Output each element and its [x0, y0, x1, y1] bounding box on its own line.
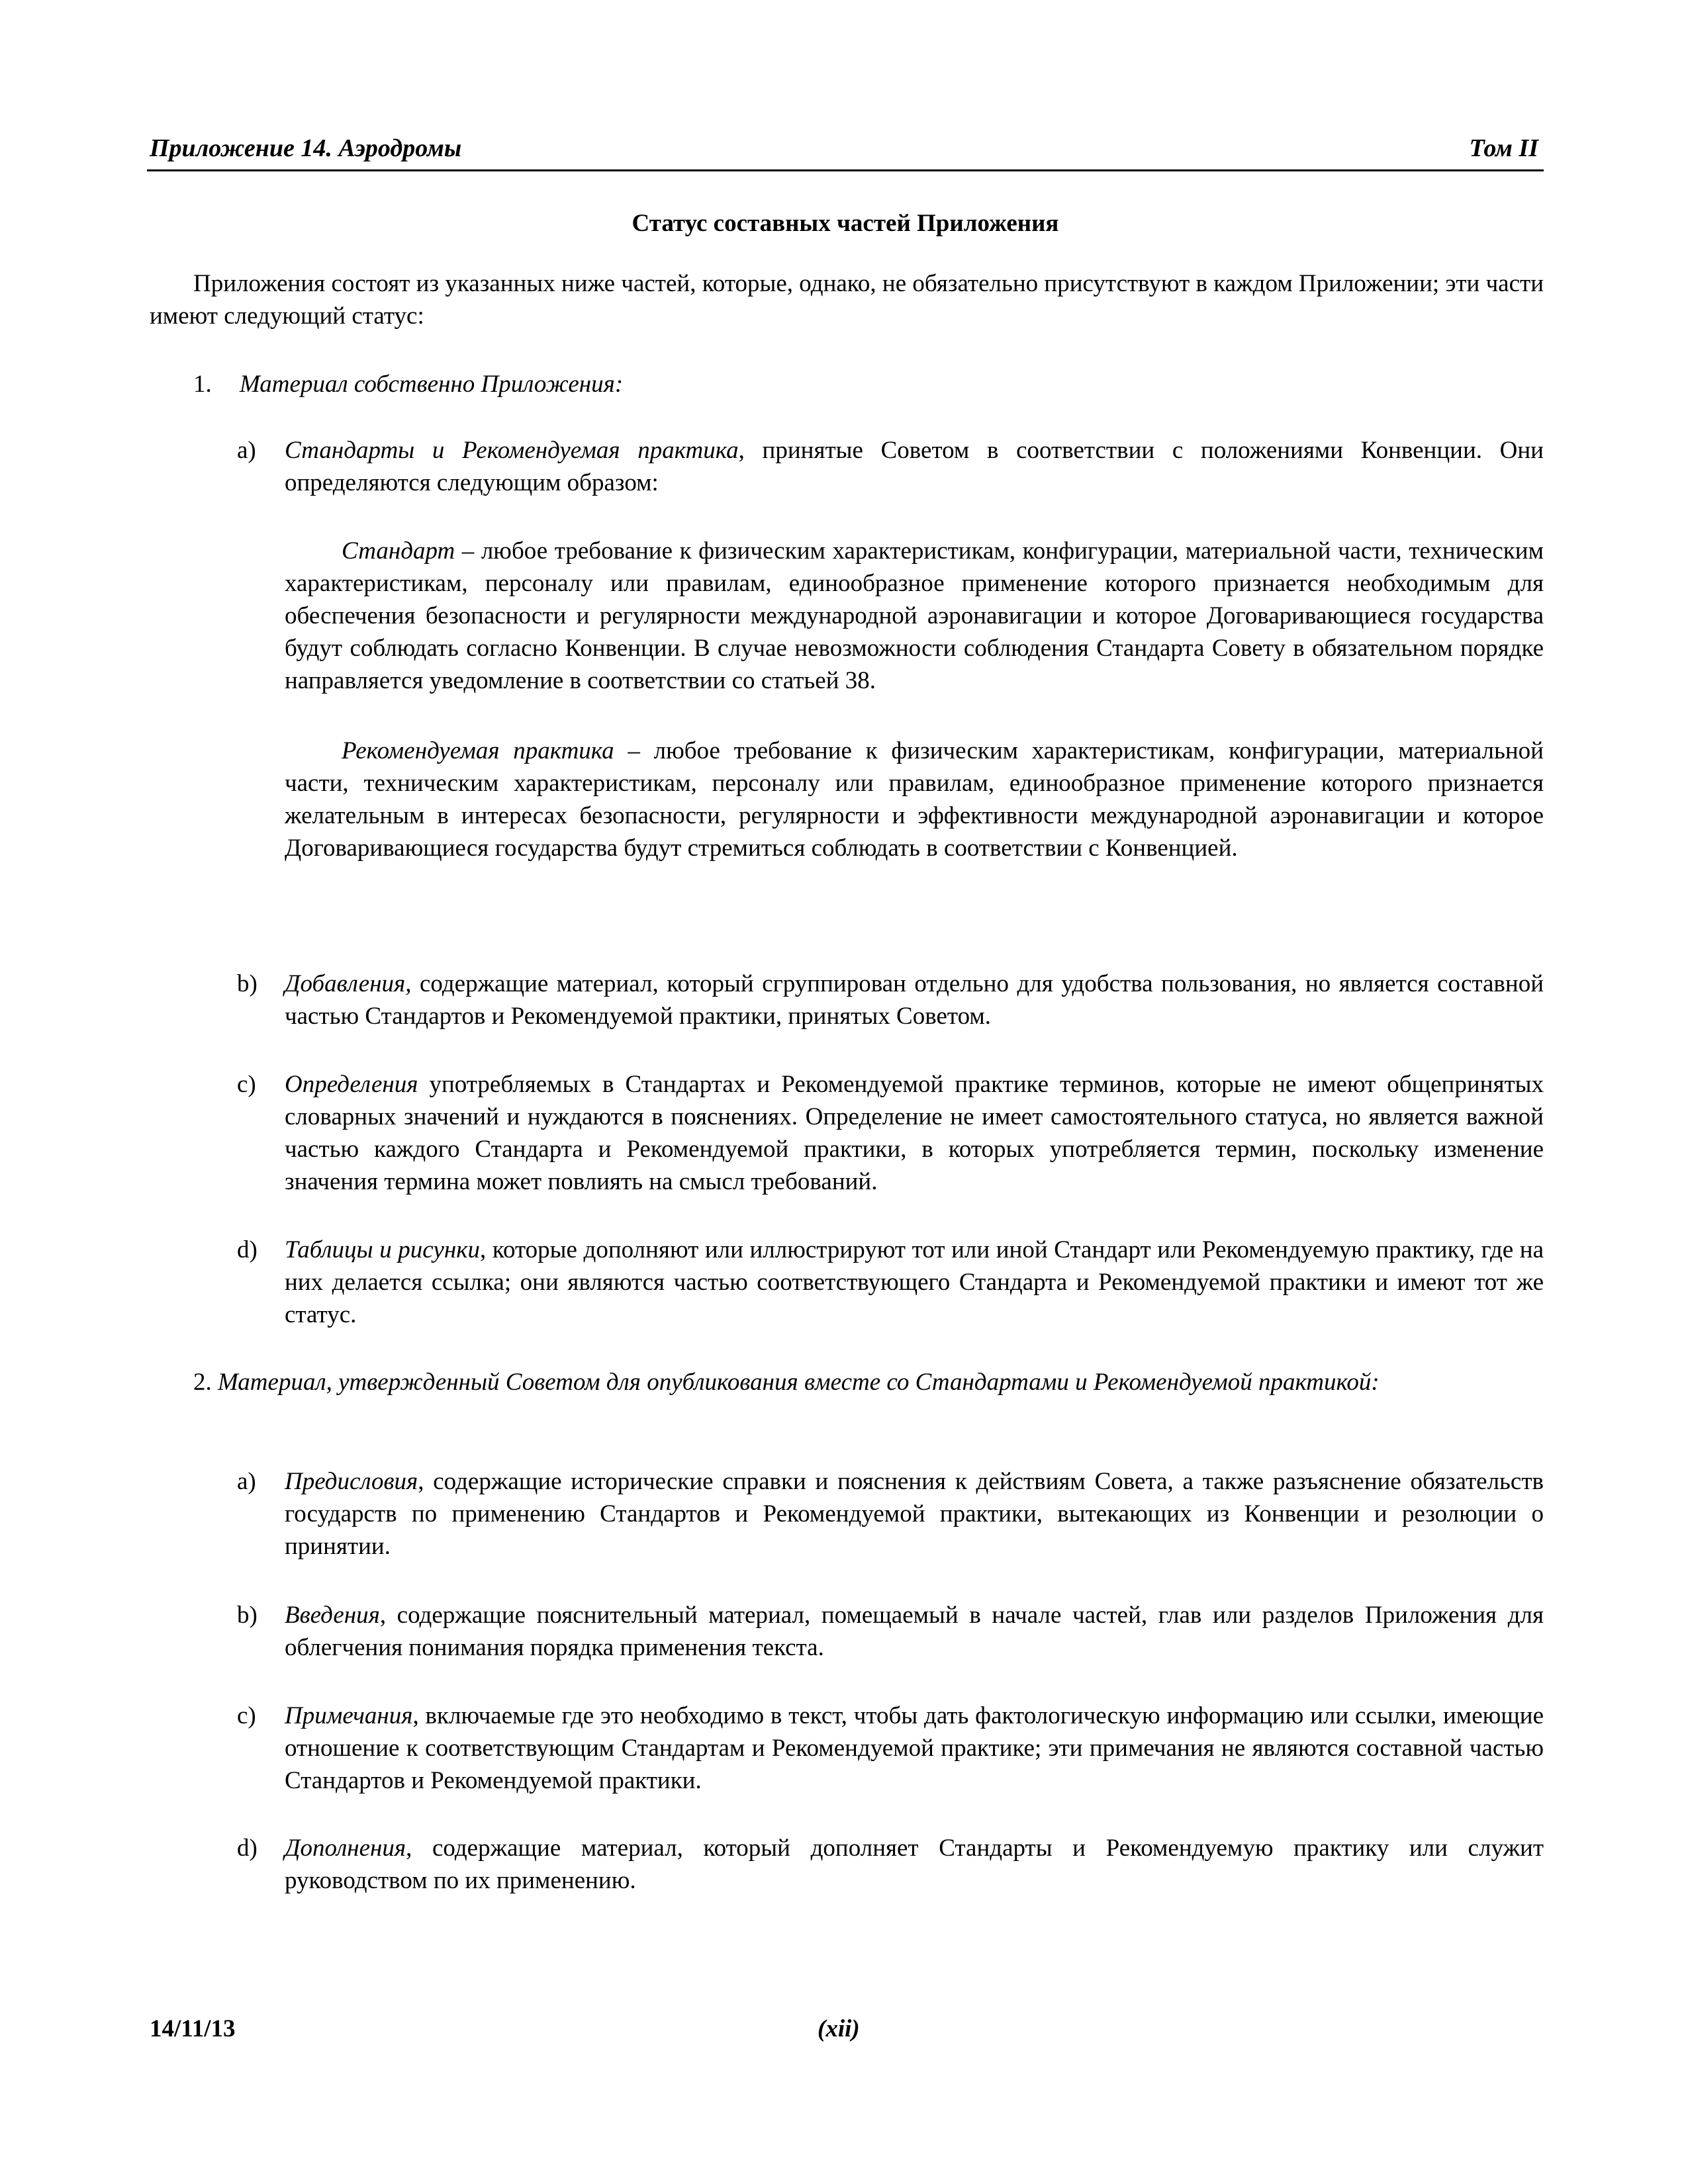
section-2-number: 2.	[193, 1369, 212, 1396]
item-2b-marker: b)	[237, 1602, 258, 1629]
intro-paragraph: Приложения состоят из указанных ниже частей, которые, однако, не обязательно присутствуют в каждом Приложении; эти части имеют следующий статус:	[150, 270, 1544, 330]
item-2c-text: Примечания, включаемые где это необходимо в текст, чтобы дать фактологическую информацию или ссылки, имеющие отношение к соответствующим Стандартам и Рекомендуемой практике; эти примечания не являются составной частью Стандартов и Рекомендуемой практики.	[285, 1702, 1544, 1794]
definition-recommended-practice-term: Рекомендуемая практика	[342, 737, 614, 764]
header-rule	[147, 169, 1544, 171]
item-1a-text: Стандарты и Рекомендуемая практика, принятые Советом в соответствии с положениями Конвенции. Они определяются следующим образом:	[285, 437, 1544, 496]
item-1b-marker: b)	[237, 970, 258, 997]
definition-standard-term: Стандарт	[342, 537, 455, 565]
item-2a-term: Предисловия	[285, 1468, 418, 1495]
item-2a-marker: a)	[237, 1468, 256, 1495]
running-header-title: Приложение 14. Аэродромы	[150, 134, 462, 162]
page-title: Статус составных частей Приложения	[632, 210, 1059, 237]
section-1-heading: Материал собственно Приложения:	[240, 371, 624, 398]
item-2d-text: Дополнения, содержащие материал, который дополняет Стандарты и Рекомендуемую практику или служит руководством по их применению.	[285, 1835, 1544, 1894]
section-2-heading: 2. Материал, утвержденный Советом для опубликования вместе со Стандартами и Рекомендуемой практикой:	[193, 1369, 1380, 1396]
item-2d-term: Дополнения	[285, 1835, 406, 1862]
running-header-volume: Том II	[1469, 134, 1538, 162]
item-2c-term: Примечания	[285, 1702, 413, 1729]
definition-standard: Стандарт – любое требование к физическим характеристикам, конфигурации, материальной части, техническим характеристикам, персоналу или правилам, единообразное применение которого признается необходимым для обеспечения безопасности и регулярности международной аэронавигации и которое Договаривающиеся государства будут соблюдать согласно Конвенции. В случае невозможности соблюдения Стандарта Совету в обязательном порядке направляется уведомление в соответствии со статьей 38.	[285, 537, 1544, 694]
definition-recommended-practice: Рекомендуемая практика – любое требование к физическим характеристикам, конфигурации, материальной части, техническим характеристикам, персоналу или правилам, единообразное применение которого признается желательным в интересах безопасности, регулярности и эффективности международной аэронавигации и которое Договаривающиеся государства будут стремиться соблюдать в соответствии с Конвенцией.	[285, 737, 1544, 862]
item-1c-marker: c)	[237, 1071, 256, 1098]
item-1c-text: Определения употребляемых в Стандартах и Рекомендуемой практике терминов, которые не имеют общепринятых словарных значений и нуждаются в пояснениях. Определение не имеет самостоятельного статуса, но является важной частью каждого Стандарта и Рекомендуемой практики, в которых употребляется термин, поскольку изменение значения термина может повлиять на смысл требований.	[285, 1071, 1544, 1195]
item-2a-text: Предисловия, содержащие исторические справки и пояснения к действиям Совета, а также разъяснение обязательств государств по применению Стандартов и Рекомендуемой практики, вытекающих из Конвенции и резолюции о принятии.	[285, 1468, 1544, 1560]
footer-page-number: (xii)	[818, 2015, 860, 2042]
footer-date: 14/11/13	[150, 2015, 236, 2042]
item-1c-term: Определения	[285, 1071, 418, 1098]
section-1-number: 1.	[193, 371, 212, 398]
item-1a-marker: a)	[237, 437, 256, 464]
item-2c-marker: c)	[237, 1702, 256, 1729]
item-2b-text: Введения, содержащие пояснительный материал, помещаемый в начале частей, глав или разделов Приложения для облегчения понимания порядка применения текста.	[285, 1602, 1544, 1661]
item-1d-text: Таблицы и рисунки, которые дополняют или иллюстрируют тот или иной Стандарт или Рекомендуемую практику, где на них делается ссылка; они являются частью соответствующего Стандарта и Рекомендуемой практики и имеют тот же статус.	[285, 1236, 1544, 1328]
item-1a-term: Стандарты и Рекомендуемая практика	[285, 437, 739, 464]
item-2d-marker: d)	[237, 1835, 258, 1862]
item-1b-text: Добавления, содержащие материал, который сгруппирован отдельно для удобства пользования, но является составной частью Стандартов и Рекомендуемой практики, принятых Советом.	[285, 970, 1544, 1030]
item-1b-term: Добавления,	[285, 970, 412, 997]
item-1d-marker: d)	[237, 1236, 258, 1263]
item-1d-term: Таблицы и рисунки	[285, 1236, 481, 1263]
item-2b-term: Введения	[285, 1602, 380, 1629]
